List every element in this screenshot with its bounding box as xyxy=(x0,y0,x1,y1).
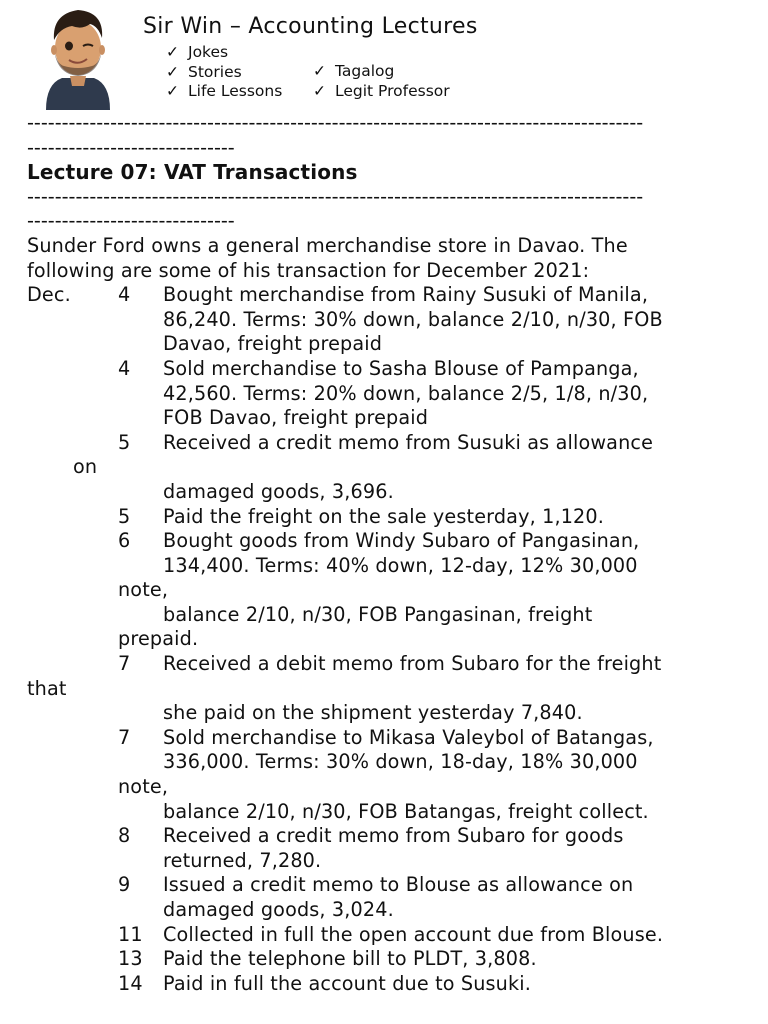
transaction-text: Received a credit memo from Susuki as allowance xyxy=(163,430,654,454)
feature-item xyxy=(166,82,282,102)
separator-line: ------------------------------ xyxy=(27,209,235,233)
transaction-line xyxy=(27,406,757,431)
day-label: 5 xyxy=(118,430,131,454)
transaction-line xyxy=(27,947,757,972)
transaction-text: Paid the freight on the sale yesterday, 1,120. xyxy=(163,504,605,528)
month-label: Dec. xyxy=(27,283,71,307)
transaction-text: returned, 7,280. xyxy=(163,848,322,872)
transaction-text: prepaid. xyxy=(118,627,199,651)
page-title: Sir Win – Accounting Lectures xyxy=(143,14,478,39)
feature-label: Jokes xyxy=(188,43,229,61)
transaction-entry xyxy=(27,357,757,431)
transaction-text: Davao, freight prepaid xyxy=(163,332,383,356)
transaction-text: 336,000. Terms: 30% down, 18-day, 18% 30,000 xyxy=(163,750,638,774)
transaction-text: Paid in full the account due to Susuki. xyxy=(163,971,531,995)
transaction-line xyxy=(27,627,757,652)
transaction-text: Collected in full the open account due from Blouse. xyxy=(163,922,664,946)
transaction-entry xyxy=(27,283,757,357)
day-label: 7 xyxy=(118,652,131,676)
transaction-entry xyxy=(27,873,757,922)
transaction-line xyxy=(27,529,757,554)
feature-label: Tagalog xyxy=(335,62,395,80)
transaction-text: 134,400. Terms: 40% down, 12-day, 12% 30,000 xyxy=(163,553,638,577)
day-label: 4 xyxy=(118,356,131,380)
day-label: 11 xyxy=(118,922,143,946)
transaction-text: Bought goods from Windy Subaro of Pangasinan, xyxy=(163,529,640,553)
transaction-text: Sold merchandise to Sasha Blouse of Pampanga, xyxy=(163,356,639,380)
transaction-entry xyxy=(27,947,757,972)
transaction-line xyxy=(27,505,757,530)
transaction-line xyxy=(27,480,757,505)
document-body xyxy=(27,111,757,996)
transaction-text: Sold merchandise to Mikasa Valeybol of Batangas, xyxy=(163,725,654,749)
avatar-icon xyxy=(42,4,114,110)
day-label: 9 xyxy=(118,873,131,897)
transaction-line xyxy=(27,898,757,923)
transaction-entry xyxy=(27,431,757,505)
day-label: 14 xyxy=(118,971,143,995)
intro-text: following are some of his transaction for December 2021: xyxy=(27,258,590,282)
transaction-text: damaged goods, 3,024. xyxy=(163,898,394,921)
transaction-text: balance 2/10, n/30, FOB Batangas, freight collect. xyxy=(163,799,649,823)
lecture-title: Lecture 07: VAT Transactions xyxy=(27,160,358,185)
transaction-line xyxy=(27,308,757,333)
feature-item xyxy=(166,63,282,83)
transaction-line xyxy=(27,726,757,751)
transaction-line xyxy=(27,603,757,628)
transaction-list xyxy=(27,283,757,996)
transaction-line xyxy=(27,701,757,726)
feature-list-left xyxy=(166,43,282,102)
feature-item xyxy=(313,82,450,102)
transaction-text: damaged goods, 3,696. xyxy=(163,479,394,503)
transaction-line xyxy=(27,554,757,579)
feature-label: Legit Professor xyxy=(335,81,450,100)
intro-text: Sunder Ford owns a general merchandise store in Davao. The xyxy=(27,233,628,257)
transaction-text: note, xyxy=(118,578,169,602)
check-icon: ✓ xyxy=(166,43,179,61)
transaction-line xyxy=(27,824,757,849)
transaction-entry xyxy=(27,726,757,824)
transaction-text: Bought merchandise from Rainy Susuki of Manila, xyxy=(163,283,649,307)
transaction-line xyxy=(27,775,757,800)
transaction-line xyxy=(27,283,757,308)
check-icon: ✓ xyxy=(166,62,179,81)
day-label: 4 xyxy=(118,283,131,307)
transaction-line xyxy=(27,455,757,480)
transaction-line xyxy=(27,923,757,948)
transaction-text: Issued a credit memo to Blouse as allowance on xyxy=(163,873,634,897)
transaction-line xyxy=(27,357,757,382)
transaction-entry xyxy=(27,923,757,948)
transaction-line xyxy=(27,873,757,898)
transaction-text: balance 2/10, n/30, FOB Pangasinan, freight xyxy=(163,602,593,626)
separator-line: ----------------------------------------------------------------------------------------- xyxy=(27,184,644,208)
transaction-line xyxy=(27,972,757,997)
feature-item xyxy=(313,62,450,82)
transaction-text: that xyxy=(27,676,67,700)
transaction-line xyxy=(27,332,757,357)
separator-line: ------------------------------ xyxy=(27,135,235,159)
transaction-text: 86,240. Terms: 30% down, balance 2/10, n/30, FOB xyxy=(163,307,663,331)
transaction-text: on xyxy=(73,455,98,479)
transaction-text: Received a credit memo from Subaro for goods xyxy=(163,824,624,848)
transaction-text: FOB Davao, freight prepaid xyxy=(163,406,429,430)
feature-list-right xyxy=(313,62,450,101)
transaction-line xyxy=(27,677,757,702)
transaction-line xyxy=(27,800,757,825)
transaction-line xyxy=(27,578,757,603)
transaction-line xyxy=(27,382,757,407)
transaction-entry xyxy=(27,972,757,997)
feature-item xyxy=(166,43,282,63)
check-icon: ✓ xyxy=(166,82,179,100)
transaction-entry xyxy=(27,824,757,873)
day-label: 7 xyxy=(118,725,131,749)
transaction-line xyxy=(27,652,757,677)
transaction-text: she paid on the shipment yesterday 7,840. xyxy=(163,701,583,725)
transaction-text: Received a debit memo from Subaro for the freight xyxy=(163,652,662,676)
day-label: 6 xyxy=(118,529,131,553)
day-label: 13 xyxy=(118,947,143,971)
transaction-text: Paid the telephone bill to PLDT, 3,808. xyxy=(163,947,537,971)
transaction-line xyxy=(27,750,757,775)
check-icon: ✓ xyxy=(313,62,326,80)
transaction-entry xyxy=(27,505,757,530)
feature-label: Life Lessons xyxy=(188,82,283,100)
check-icon: ✓ xyxy=(313,81,326,100)
day-label: 8 xyxy=(118,824,131,848)
day-label: 5 xyxy=(118,504,131,528)
feature-label: Stories xyxy=(188,62,242,81)
transaction-entry xyxy=(27,529,757,652)
separator-line: ----------------------------------------------------------------------------------------- xyxy=(27,111,644,134)
header xyxy=(0,0,768,112)
transaction-line xyxy=(27,431,757,456)
transaction-line xyxy=(27,849,757,874)
transaction-entry xyxy=(27,652,757,726)
transaction-text: note, xyxy=(118,775,169,799)
transaction-text: 42,560. Terms: 20% down, balance 2/5, 1/8, n/30, xyxy=(163,381,649,405)
